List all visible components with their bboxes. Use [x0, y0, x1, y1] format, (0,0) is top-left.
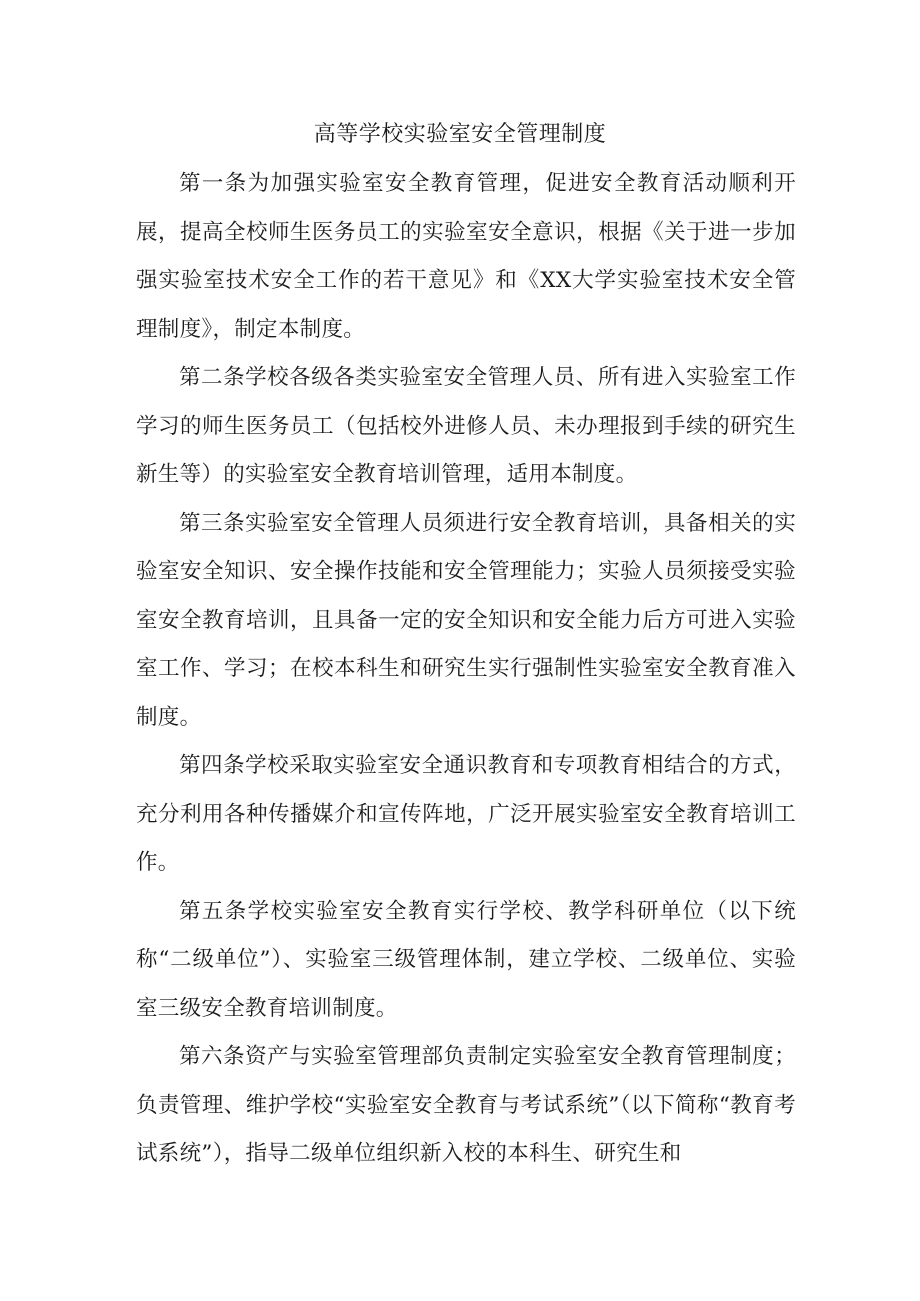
paragraph-article-5: 第五条学校实验室安全教育实行学校、教学科研单位（以下统称“二级单位”）、实验室三级管理体制，建立学校、二级单位、实验室三级安全教育培训制度。 [136, 898, 796, 1021]
paragraph-article-1: 第一条为加强实验室安全教育管理，促进安全教育活动顺利开展，提高全校师生医务员工的实验室安全意识，根据《关于进一步加强实验室技术安全工作的若干意见》和《XX大学实验室技术安全管理制度》，制定本制度。 [136, 171, 796, 342]
document-title: 高等学校实验室安全管理制度 [313, 122, 607, 147]
paragraph-article-2: 第二条学校各级各类实验室安全管理人员、所有进入实验室工作学习的师生医务员工（包括校外进修人员、未办理报到手续的研究生新生等）的实验室安全教育培训管理，适用本制度。 [136, 365, 796, 487]
paragraph-article-3: 第三条实验室安全管理人员须进行安全教育培训，具备相关的实验室安全知识、安全操作技能和安全管理能力；实验人员须接受实验室安全教育培训，且具备一定的安全知识和安全能力后方可进入实验室工作、学习；在校本科生和研究生实行强制性实验室安全教育准入制度。 [136, 510, 796, 730]
paragraph-article-6: 第六条资产与实验室管理部负责制定实验室安全教育管理制度；负责管理、维护学校“实验室安全教育与考试系统”（以下简称“教育考试系统”），指导二级单位组织新入校的本科生、研究生和 [136, 1044, 796, 1166]
document-body [136, 160, 796, 1179]
paragraph-article-4: 第四条学校采取实验室安全通识教育和专项教育相结合的方式，充分利用各种传播媒介和宣传阵地，广泛开展实验室安全教育培训工作。 [136, 753, 796, 875]
